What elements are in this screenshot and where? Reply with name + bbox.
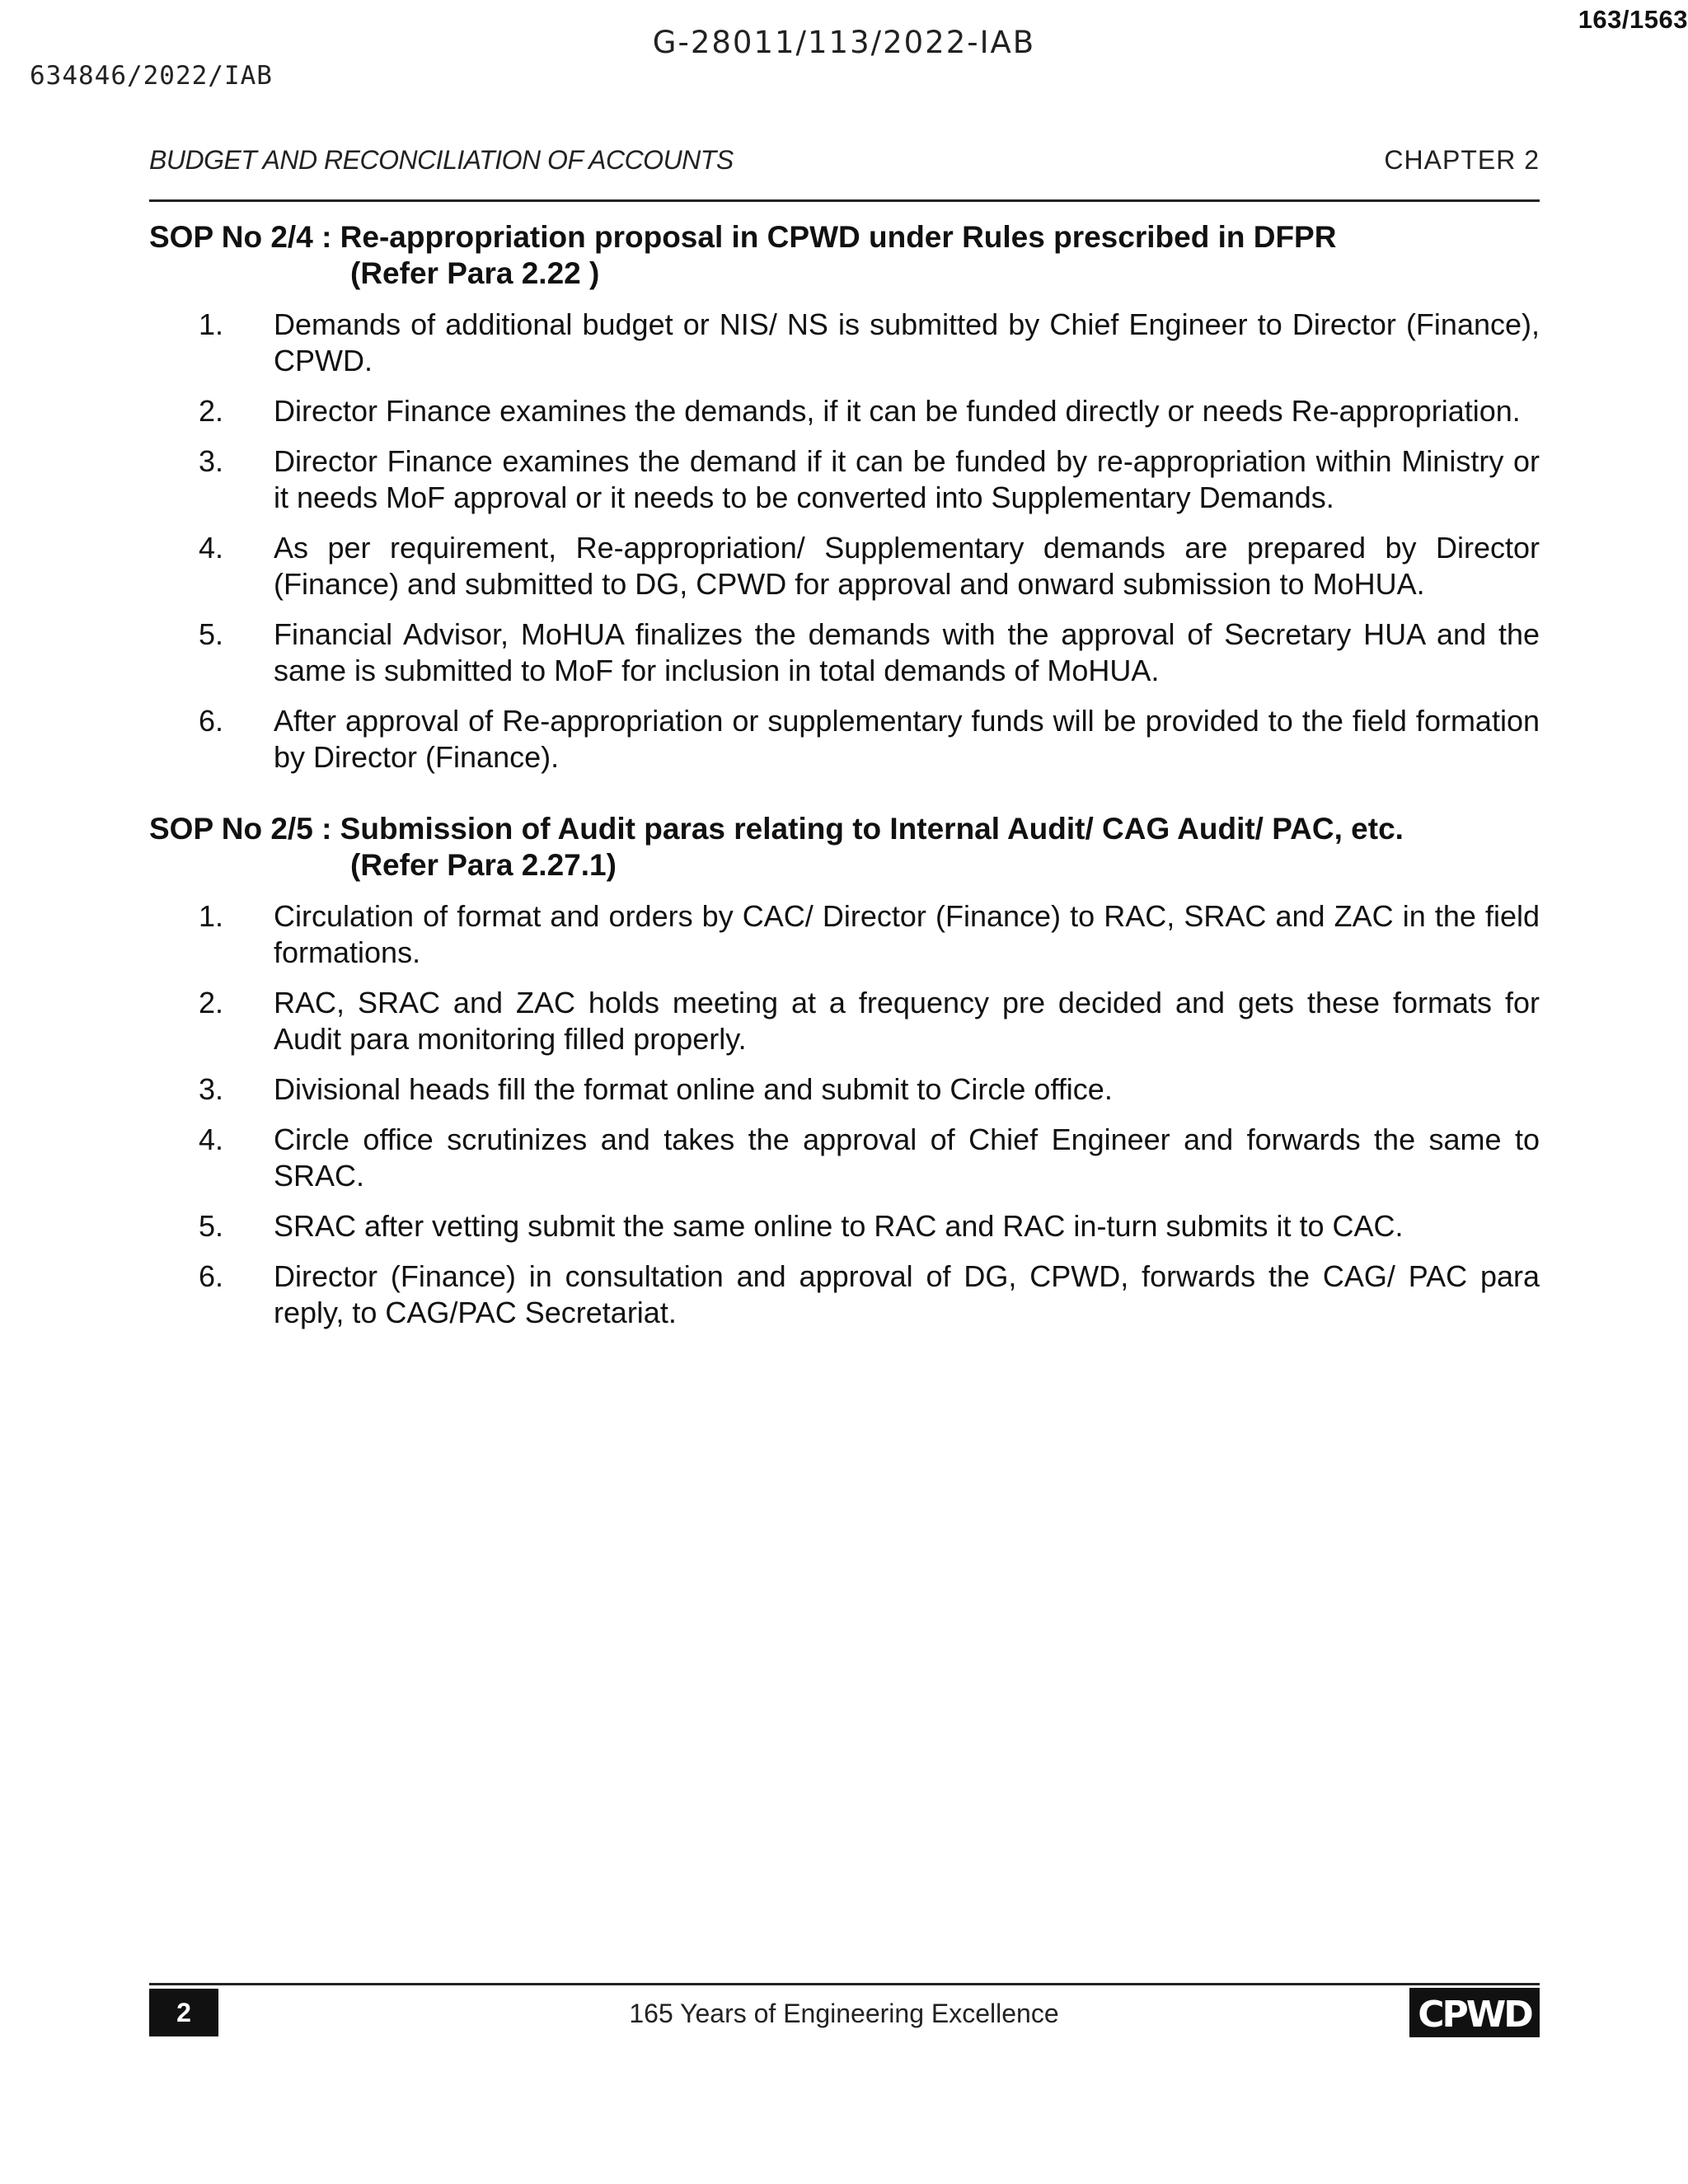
header-chapter: CHAPTER 2 (1384, 145, 1540, 175)
sop-2-5-steps (149, 898, 1540, 1345)
receipt-number-stamp: 634846/2022/IAB (30, 61, 273, 91)
sop-reference: (Refer Para 2.27.1) (350, 848, 617, 882)
list-item (149, 898, 1540, 971)
sop-title-text: SOP No 2/5 : Submission of Audit paras relating to Internal Audit/ CAG Audit/ PAC, etc. (149, 812, 1404, 846)
footer-page-number: 2 (149, 1989, 218, 2036)
cpwd-logo-icon (1409, 1988, 1540, 2037)
running-header (149, 145, 1540, 202)
list-item (149, 307, 1540, 379)
item-text: Financial Advisor, MoHUA finalizes the demands with the approval of Secretary HUA and the same is submitted to MoF for inclusion in total demands of MoHUA. (274, 617, 1540, 687)
sop-title-text: SOP No 2/4 : Re-appropriation proposal in CPWD under Rules prescribed in DFPR (149, 220, 1337, 254)
item-number: 6. (199, 704, 224, 738)
item-number: 2. (199, 986, 224, 1019)
item-number: 3. (199, 444, 224, 478)
item-text: Circle office scrutinizes and takes the approval of Chief Engineer and forwards the same to SRAC. (274, 1122, 1540, 1193)
list-item (149, 1071, 1540, 1108)
item-text: RAC, SRAC and ZAC holds meeting at a frequency pre decided and gets these formats for Audit para monitoring filled properly. (274, 986, 1540, 1056)
item-number: 2. (199, 394, 224, 428)
list-item (149, 703, 1540, 776)
item-text: As per requirement, Re-appropriation/ Supplementary demands are prepared by Director (Finance) and submitted to DG, CPWD for approval and onward submission to MoHUA. (274, 531, 1540, 601)
header-title: BUDGET AND RECONCILIATION OF ACCOUNTS (149, 145, 734, 175)
sop-reference: (Refer Para 2.22 ) (350, 256, 600, 290)
list-item (149, 1208, 1540, 1244)
item-text: Director (Finance) in consultation and approval of DG, CPWD, forwards the CAG/ PAC para reply, to CAG/PAC Secretariat. (274, 1259, 1540, 1329)
item-number: 6. (199, 1259, 224, 1293)
list-item (149, 985, 1540, 1057)
item-number: 5. (199, 617, 224, 651)
page-counter-stamp: 163/1563 (1578, 5, 1688, 34)
item-number: 5. (199, 1209, 224, 1243)
list-item (149, 443, 1540, 516)
item-number: 1. (199, 307, 224, 341)
item-number: 4. (199, 1122, 224, 1156)
logo-text: CPWD (1418, 1994, 1531, 2036)
item-number: 4. (199, 531, 224, 565)
item-text: After approval of Re-appropriation or supplementary funds will be provided to the field formation by Director (Finance). (274, 704, 1540, 774)
item-number: 3. (199, 1072, 224, 1106)
footer-tagline: 165 Years of Engineering Excellence (629, 1999, 1059, 2028)
item-text: SRAC after vetting submit the same online to RAC and RAC in-turn submits it to CAC. (274, 1209, 1404, 1243)
sop-2-4-title (149, 219, 1540, 292)
item-text: Director Finance examines the demands, if it can be funded directly or needs Re-appropriation. (274, 394, 1521, 428)
item-text: Demands of additional budget or NIS/ NS is submitted by Chief Engineer to Director (Finance), CPWD. (274, 307, 1540, 377)
footer-divider (149, 1983, 1540, 1985)
list-item (149, 393, 1540, 429)
list-item (149, 616, 1540, 689)
list-item (149, 530, 1540, 602)
sop-2-5-title (149, 811, 1540, 883)
item-text: Divisional heads fill the format online and submit to Circle office. (274, 1072, 1113, 1106)
file-number-stamp: G-28011/113/2022-IAB (652, 25, 1036, 60)
list-item (149, 1122, 1540, 1194)
sop-2-4-steps (149, 307, 1540, 790)
item-text: Director Finance examines the demand if it can be funded by re-appropriation within Ministry or it needs MoF approval or it needs to be converted into Supplementary Demands. (274, 444, 1540, 514)
item-text: Circulation of format and orders by CAC/ Director (Finance) to RAC, SRAC and ZAC in the field formations. (274, 899, 1540, 969)
item-number: 1. (199, 899, 224, 933)
list-item (149, 1258, 1540, 1331)
